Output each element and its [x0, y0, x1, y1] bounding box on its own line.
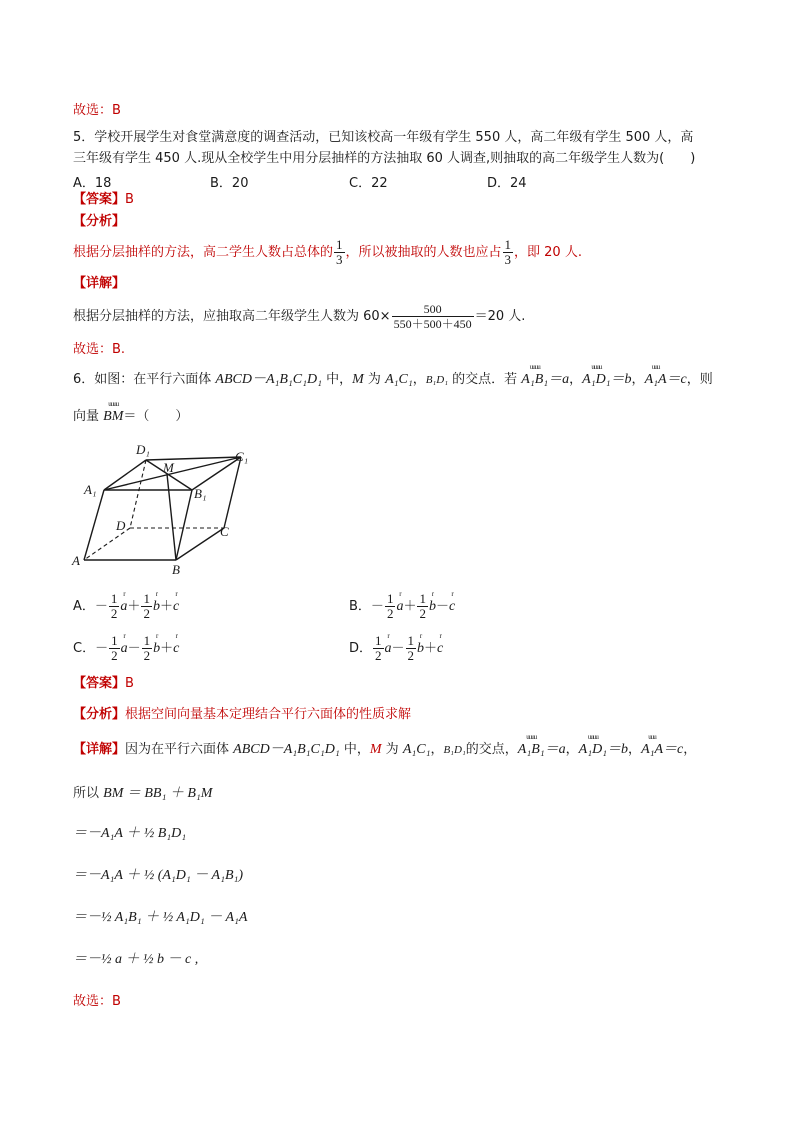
label-a1: A₁: [84, 482, 97, 497]
label-b: B: [172, 562, 180, 577]
q5-analysis: 根据分层抽样的方法，高二学生人数占总体的 $\frac{1}{3}$ ，所以被抽取的人数也应占 $\frac{1}{3}$ ，即 20 人.: [73, 237, 582, 267]
q5-stem-line1: 5．学校开展学生对食堂满意度的调查活动，已知该校高一年级有学生 550 人，高二年级有学生 500 人，高: [73, 130, 694, 145]
q6-answer: 【答案】B: [73, 676, 134, 691]
derivation-step-4: ＝－½ a ＋ ½ b － c ,: [73, 952, 199, 967]
q6-analysis: 【分析】根据空间向量基本定理结合平行六面体的性质求解: [73, 707, 412, 722]
q5-detail-tag: 【详解】: [73, 276, 126, 291]
q6-option-a: A．－ $\frac{1}{2}$ r a＋ $\frac{1}{2}$ r b＋ r c: [73, 590, 180, 621]
parallelepiped-figure: [66, 440, 266, 580]
q5-detail: 根据分层抽样的方法，应抽取高二年级学生人数为 60× $\frac{500}{550+500+450}$ ＝20 人.: [73, 302, 526, 331]
q5-option-d: D．24: [487, 176, 527, 191]
vector-a1a: uuu A₁A: [644, 363, 667, 387]
q5-option-b: B．20: [210, 176, 249, 191]
label-d1: D₁: [136, 442, 150, 457]
q4-choice: 故选：B: [73, 103, 121, 118]
q5-answer: 【答案】B: [73, 192, 134, 207]
label-c1: C₁: [235, 449, 249, 464]
q6-stem-line1: 6．如图：在平行六面体 ABCD－A₁B₁C₁D₁ 中，M 为 A₁C₁，B₁D₁ 的交点．若 uuuu A₁B₁＝a， uuuu A₁D₁＝b， uuu A₁A＝c，则: [73, 363, 713, 387]
q6-option-d: D． $\frac{1}{2}$ r a－ $\frac{1}{2}$ r b＋ r c: [349, 632, 444, 663]
q6-detail: 【详解】因为在平行六面体 ABCD－A₁B₁C₁D₁ 中，M 为 A₁C₁，B₁D₁的交点， uuuu A₁B₁＝a， uuuu A₁D₁＝b， uuu A₁A＝c，: [73, 733, 697, 757]
derivation-step-3: ＝－½ A₁B₁ ＋ ½ A₁D₁ － A₁A: [73, 910, 248, 925]
q6-choice: 故选：B: [73, 994, 121, 1009]
label-b1: B₁: [194, 486, 207, 501]
q6-stem-line2: 向量 uuuu BM＝（ ）: [73, 400, 189, 424]
q5-analysis-tag: 【分析】: [73, 214, 126, 229]
q6-option-c: C．－ $\frac{1}{2}$ r a－ $\frac{1}{2}$ r b＋ r c: [73, 632, 180, 663]
q5-option-c: C．22: [349, 176, 388, 191]
fraction: $\frac{1}{3}$: [336, 237, 343, 267]
q5-choice: 故选：B.: [73, 342, 126, 357]
label-m: M: [163, 460, 174, 475]
q5-stem-line2: 三年级有学生 450 人.现从全校学生中用分层抽样的方法抽取 60 人调查,则抽取的高二年级学生人数为( ): [73, 151, 696, 166]
label-c: C: [220, 524, 229, 539]
label-a: A: [72, 553, 80, 568]
derivation-step-0: 所以 BM ＝ BB₁ ＋ B₁M: [73, 786, 213, 801]
derivation-step-2: ＝－A₁A ＋ ½ (A₁D₁ － A₁B₁): [73, 868, 244, 883]
vector-a1d1: uuuu A₁D₁: [582, 363, 611, 387]
fraction: $\frac{1}{3}$: [504, 237, 512, 267]
vector-bm: uuuu BM: [103, 400, 124, 424]
q6-option-b: B．－ $\frac{1}{2}$ r a＋ $\frac{1}{2}$ r b－ r c: [349, 590, 456, 621]
label-d: D: [116, 518, 126, 533]
derivation-step-1: ＝－A₁A ＋ ½ B₁D₁: [73, 826, 187, 841]
vector-a1b1: uuuu A₁B₁: [521, 363, 549, 387]
q5-option-a: A．18: [73, 176, 112, 191]
fraction: $\frac{500}{550+500+450}$: [393, 302, 472, 331]
